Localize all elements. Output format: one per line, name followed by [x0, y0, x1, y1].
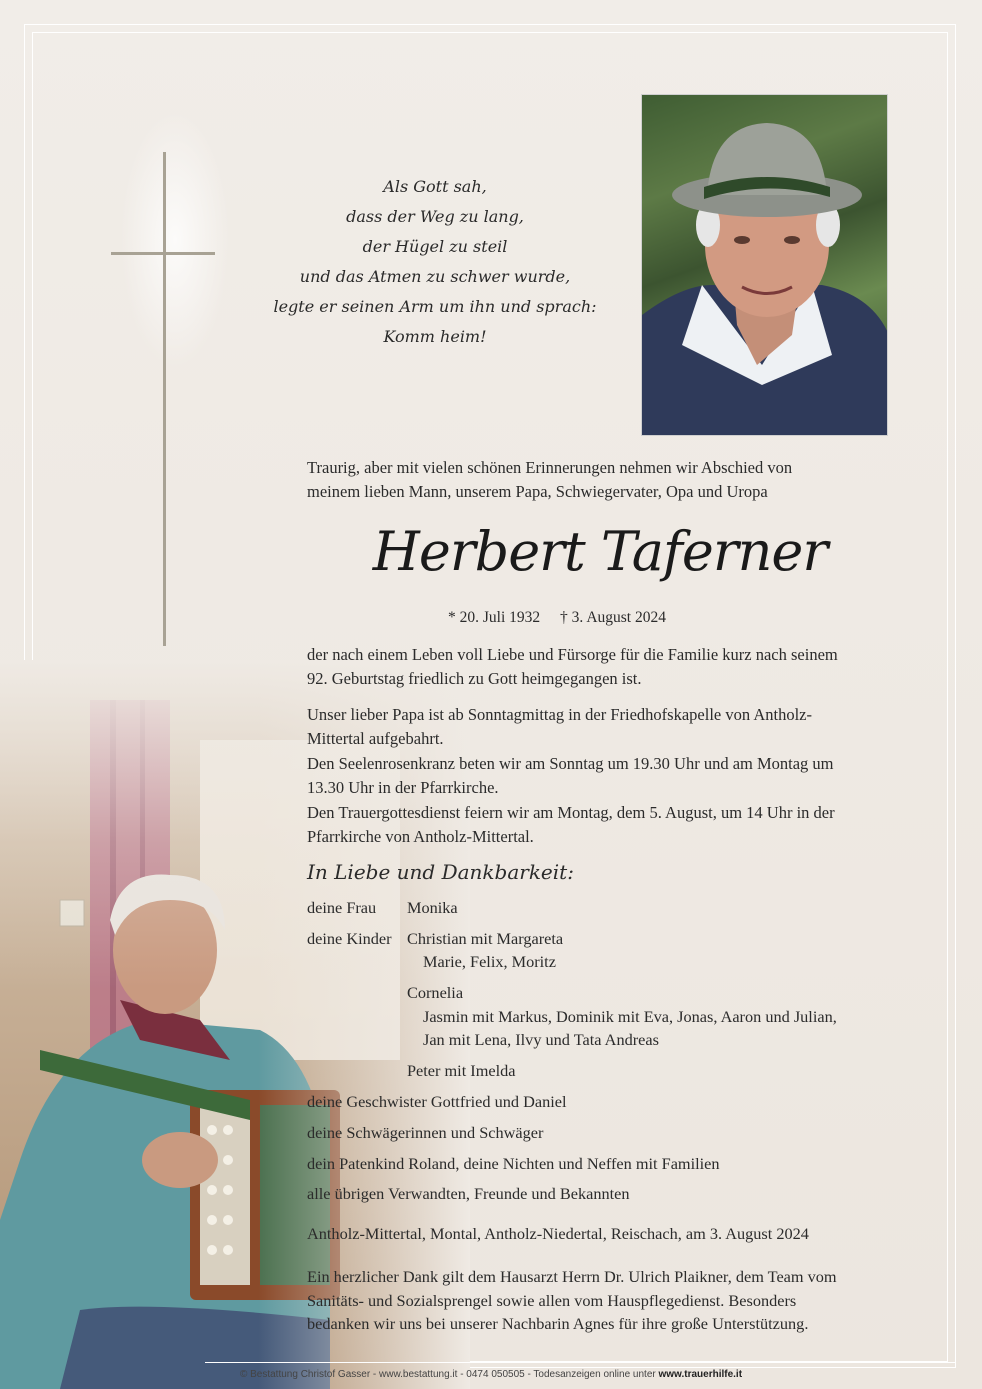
- final-thanks: [307, 1265, 889, 1336]
- poem-line: Als Gott sah,: [383, 177, 487, 196]
- family-godchild: dein Patenkind Roland, deine Nichten und Neffen mit Familien: [307, 1154, 720, 1173]
- family-siblings: deine Geschwister Gottfried und Daniel: [307, 1092, 567, 1111]
- family-member: Cornelia: [407, 983, 464, 1002]
- paragraph-line: Den Seelenrosenkranz beten wir am Sonntag um 19.30 Uhr und am Montag um: [307, 753, 834, 773]
- passing-paragraph: [307, 643, 889, 692]
- poem-line: legte er seinen Arm um ihn und sprach:: [273, 297, 597, 316]
- poem-line: Komm heim!: [383, 327, 487, 346]
- family-member: Peter mit Imelda: [407, 1061, 516, 1080]
- thanks-line: Sanitäts- und Sozialsprengel sowie allen vom Hauspflegedienst. Besonders: [307, 1290, 797, 1310]
- footer: [0, 1369, 982, 1380]
- life-dates: [307, 609, 807, 627]
- intro-line: meinem lieben Mann, unserem Papa, Schwiegervater, Opa und Uropa: [307, 482, 768, 501]
- family-wife: [307, 898, 897, 918]
- paragraph-line: 13.30 Uhr in der Pfarrkirche.: [307, 778, 499, 798]
- family-member: Monika: [407, 898, 458, 917]
- paragraph-line: der nach einem Leben voll Liebe und Fürsorge für die Familie kurz nach seinem: [307, 645, 838, 664]
- funeral-details-paragraph: [307, 703, 889, 849]
- intro-line: Traurig, aber mit vielen schönen Erinnerungen nehmen wir Abschied von: [307, 458, 793, 477]
- paragraph-line: Mittertal aufgebahrt.: [307, 729, 444, 749]
- family-label: deine Frau: [307, 898, 377, 917]
- thanks-heading: In Liebe und Dankbarkeit:: [307, 860, 574, 884]
- family-others: alle übrigen Verwandten, Freunde und Bekannten: [307, 1184, 630, 1203]
- deceased-name: Herbert Taferner: [372, 520, 828, 583]
- thanks-line: bedanken wir uns bei unserer Nachbarin Agnes für ihre große Unterstützung.: [307, 1314, 809, 1333]
- footer-link[interactable]: www.trauerhilfe.it: [658, 1369, 743, 1380]
- portrait-photo: [641, 94, 888, 436]
- family-grandchildren: Jan mit Lena, Ilvy und Tata Andreas: [423, 1030, 659, 1049]
- paragraph-line: Unser lieber Papa ist ab Sonntagmittag in der Friedhofskapelle von Antholz-: [307, 705, 812, 724]
- poem-line: und das Atmen zu schwer wurde,: [299, 267, 571, 286]
- footer-divider: [205, 1362, 955, 1363]
- cross-glow: [120, 110, 230, 370]
- thanks-line: Ein herzlicher Dank gilt dem Hausarzt Herrn Dr. Ulrich Plaikner, dem Team vom: [307, 1267, 837, 1286]
- paragraph-line: 92. Geburtstag friedlich zu Gott heimgegangen ist.: [307, 669, 642, 689]
- family-grandchildren: Jasmin mit Markus, Dominik mit Eva, Jonas, Aaron und Julian,: [423, 1007, 837, 1026]
- footer-text: © Bestattung Christof Gasser - www.bestattung.it - 0474 050505 - Todesanzeigen online unter: [239, 1369, 656, 1380]
- family-inlaws: deine Schwägerinnen und Schwäger: [307, 1123, 544, 1142]
- death-date: † 3. August 2024: [560, 609, 666, 626]
- birth-date: * 20. Juli 1932: [448, 609, 541, 626]
- cross-icon-bar: [111, 252, 215, 255]
- paragraph-line: Pfarrkirche von Antholz-Mittertal.: [307, 827, 534, 847]
- poem-line: der Hügel zu steil: [362, 237, 508, 256]
- place-date: Antholz-Mittertal, Montal, Antholz-Niedertal, Reischach, am 3. August 2024: [307, 1224, 809, 1243]
- family-children: [307, 929, 897, 949]
- intro-text: [307, 456, 889, 504]
- poem: [260, 172, 610, 352]
- family-label: deine Kinder: [307, 929, 392, 948]
- paragraph-line: Den Trauergottesdienst feiern wir am Montag, dem 5. August, um 14 Uhr in der: [307, 802, 835, 822]
- poem-line: dass der Weg zu lang,: [346, 207, 524, 226]
- family-member: Christian mit Margareta: [407, 929, 564, 948]
- family-grandchildren: Marie, Felix, Moritz: [423, 952, 556, 971]
- cross-icon: [163, 152, 166, 646]
